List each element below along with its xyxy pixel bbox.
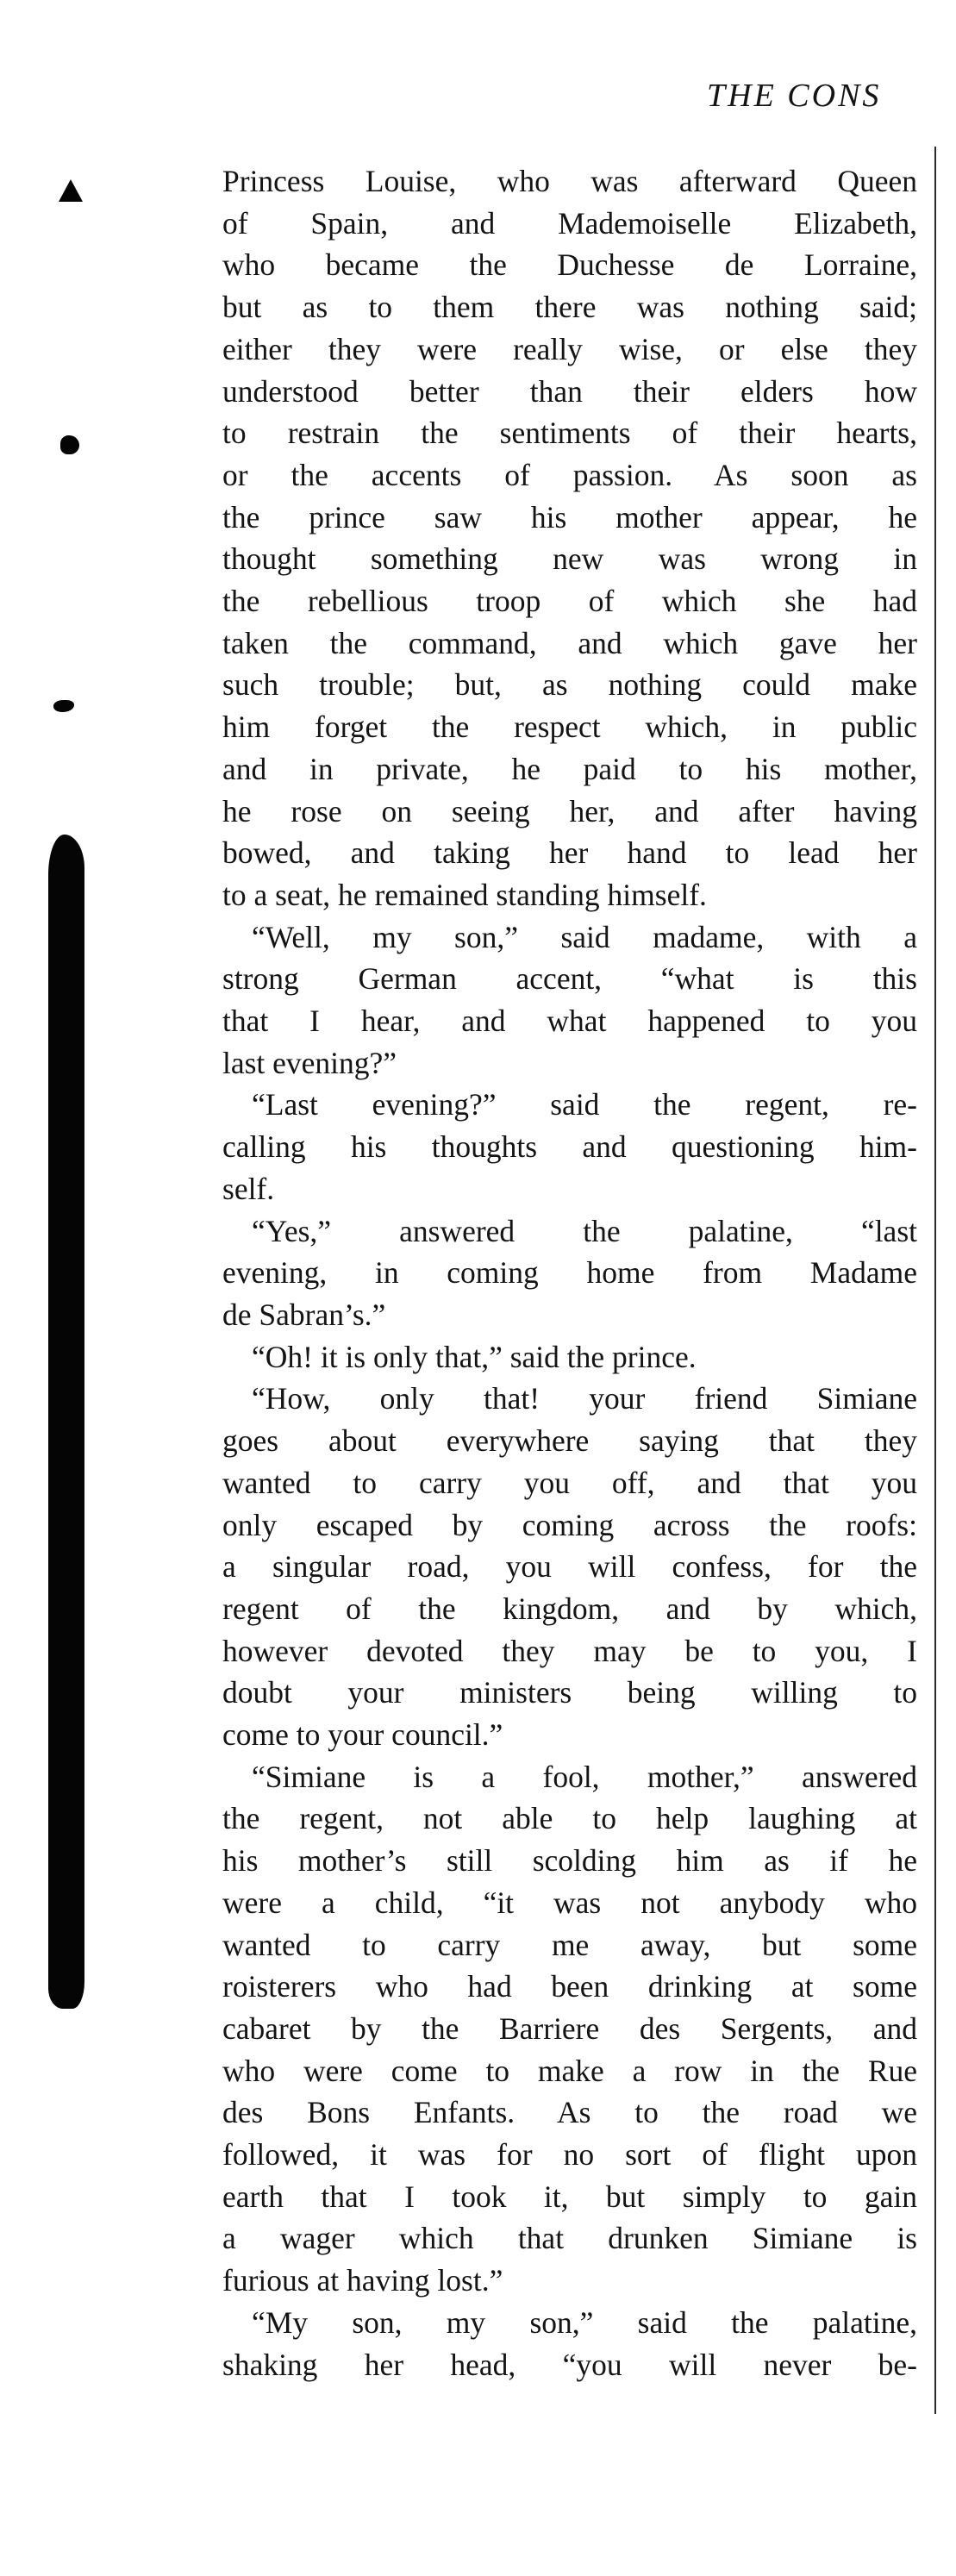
text-line: thought something new was wrong in [222, 541, 917, 577]
text-line: “My son, my son,” said the palatine, [252, 2304, 917, 2340]
text-line: bowed, and taking her hand to lead her [222, 835, 917, 871]
text-line: calling his thoughts and questioning him- [222, 1129, 917, 1165]
ink-blot-mark [59, 179, 83, 202]
text-line: self. [222, 1171, 275, 1206]
text-line: evening, in coming home from Madame [222, 1255, 917, 1291]
text-line: the regent, not able to help laughing at [222, 1801, 917, 1836]
text-line: strong German accent, “what is this [222, 961, 917, 997]
text-line: “Simiane is a fool, mother,” answered [252, 1759, 917, 1794]
text-line: furious at having lost.” [222, 2263, 503, 2298]
text-line: cabaret by the Barriere des Sergents, and [222, 2010, 917, 2046]
ink-blot-mark [60, 435, 79, 454]
text-line: such trouble; but, as nothing could make [222, 667, 917, 703]
text-line: to restrain the sentiments of their hearts, [222, 416, 917, 451]
text-line: to a seat, he remained standing himself. [222, 877, 707, 912]
body-text-column [222, 160, 917, 2385]
text-line: “Well, my son,” said madame, with a [252, 919, 917, 954]
text-line: a singular road, you will confess, for the [222, 1549, 917, 1585]
text-line: only escaped by coming across the roofs: [222, 1507, 917, 1542]
text-line: come to your council.” [222, 1717, 503, 1753]
text-line: of Spain, and Mademoiselle Elizabeth, [222, 205, 917, 241]
text-line: Princess Louise, who was afterward Queen [222, 164, 917, 198]
text-line: he rose on seeing her, and after having [222, 793, 917, 828]
text-line: a wager which that drunken Simiane is [222, 2221, 917, 2256]
text-line: that I hear, and what happened to you [222, 1004, 917, 1039]
ink-smear-margin [48, 835, 84, 2009]
text-line: his mother’s still scolding him as if he [222, 1843, 917, 1879]
text-line: taken the command, and which gave her [222, 625, 917, 660]
text-line: but as to them there was nothing said; [222, 290, 917, 325]
ink-blot-mark [53, 700, 74, 712]
text-line: wanted to carry you off, and that you [222, 1465, 917, 1500]
text-line: who were come to make a row in the Rue [222, 2053, 917, 2088]
text-line: him forget the respect which, in public [222, 710, 917, 745]
text-line: or the accents of passion. As soon as [222, 457, 917, 492]
column-rule [934, 147, 936, 2414]
text-line: were a child, “it was not anybody who [222, 1885, 917, 1920]
text-line: wanted to carry me away, but some [222, 1927, 917, 1962]
text-line: followed, it was for no sort of flight upon [222, 2137, 917, 2173]
text-line: last evening?” [222, 1045, 397, 1080]
text-line: either they were really wise, or else they [222, 331, 917, 366]
text-line: “Yes,” answered the palatine, “last [252, 1213, 917, 1248]
text-line: however devoted they may be to you, I [222, 1633, 917, 1668]
text-line: who became the Duchesse de Lorraine, [222, 247, 917, 283]
text-line: roisterers who had been drinking at some [222, 1969, 917, 2004]
text-line: earth that I took it, but simply to gain [222, 2179, 917, 2214]
text-line: regent of the kingdom, and by which, [222, 1591, 917, 1626]
text-line: shaking her head, “you will never be- [222, 2347, 917, 2382]
running-header-title: THE CONS [707, 79, 882, 112]
text-line: and in private, he paid to his mother, [222, 751, 917, 786]
text-line: understood better than their elders how [222, 373, 917, 409]
text-line: “Last evening?” said the regent, re- [252, 1087, 917, 1122]
text-line: des Bons Enfants. As to the road we [222, 2095, 917, 2130]
text-line: the rebellious troop of which she had [222, 584, 917, 619]
text-line: de Sabran’s.” [222, 1297, 386, 1332]
text-line: “How, only that! your friend Simiane [252, 1381, 917, 1416]
text-line: “Oh! it is only that,” said the prince. [252, 1339, 697, 1374]
text-line: goes about everywhere saying that they [222, 1423, 917, 1459]
text-line: doubt your ministers being willing to [222, 1675, 917, 1710]
text-line: the prince saw his mother appear, he [222, 499, 917, 535]
